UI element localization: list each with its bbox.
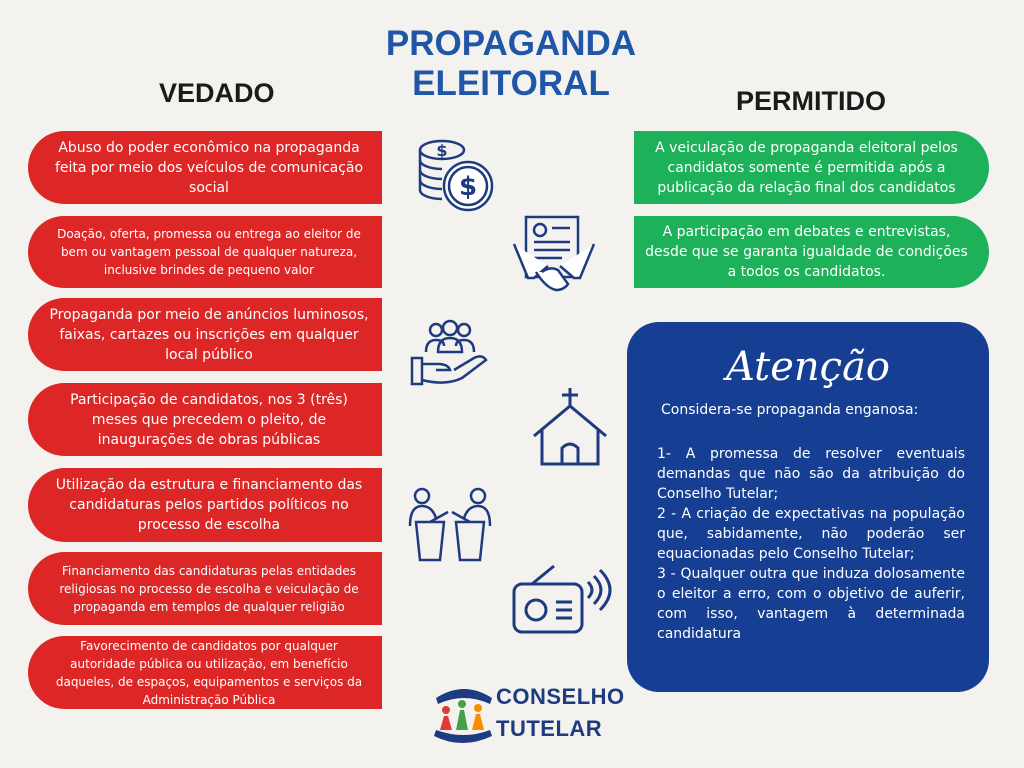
vedado-item-1: Abuso do poder econômico na propaganda feita por meio dos veículos de comunicação social: [28, 131, 382, 204]
money-coins-icon: [412, 138, 496, 214]
atencao-intro: Considera-se propaganda enganosa:: [661, 402, 919, 418]
svg-text:$: $: [436, 141, 448, 160]
atencao-title: Atenção: [725, 344, 891, 390]
atencao-item-2: 2 - A criação de expectativas na população que, sabidamente, não poderão ser equacionadas pelo Conselho Tutelar;: [657, 506, 965, 562]
podium-debate-icon: [404, 486, 496, 562]
permitido-item-2: A participação em debates e entrevistas, desde que se garanta igualdade de condições a todos os candidatos.: [634, 216, 989, 288]
atencao-box: [627, 322, 989, 692]
vedado-item-3: Propaganda por meio de anúncios luminosos, faixas, cartazes ou inscrições em qualquer local público: [28, 298, 382, 371]
atencao-list: [657, 444, 965, 644]
title-line-2: ELEITORAL: [412, 64, 610, 103]
vedado-heading: VEDADO: [159, 78, 275, 108]
logo-text-line-2: TUTELAR: [496, 716, 603, 741]
permitido-item-1: A veiculação de propaganda eleitoral pelos candidatos somente é permitida após a publicação da relação final dos candidatos: [634, 131, 989, 204]
radio-icon: [510, 558, 614, 638]
svg-text:$: $: [458, 172, 478, 202]
vedado-item-4: Participação de candidatos, nos 3 (três) meses que precedem o pleito, de inaugurações de obras públicas: [28, 383, 382, 456]
vedado-item-7: Favorecimento de candidatos por qualquer autoridade pública ou utilização, em benefício daqueles, de espaços, equipamentos e serviços da Administração Pública: [28, 636, 382, 709]
page-title: [330, 24, 692, 104]
permitido-heading: PERMITIDO: [736, 86, 887, 116]
title-line-1: PROPAGANDA: [385, 24, 637, 63]
vedado-item-6: Financiamento das candidaturas pelas entidades religiosas no processo de escolha e veiculação de propaganda em templos de qualquer religião: [28, 552, 382, 625]
vedado-item-2: Doação, oferta, promessa ou entrega ao eleitor de bem ou vantagem pessoal de qualquer natureza, inclusive brindes de pequeno valor: [28, 216, 382, 288]
atencao-item-3: 3 - Qualquer outra que induza dolosamente o eleitor a erro, com o objetivo de auferir, com isso, vantagem à determinada candidatura: [657, 566, 965, 642]
conselho-tutelar-logo-icon: [430, 680, 496, 746]
hand-people-icon: [410, 318, 490, 388]
logo-text-line-1: CONSELHO: [496, 684, 625, 709]
handshake-contract-icon: [512, 214, 596, 298]
church-icon: [530, 386, 610, 466]
atencao-item-1: 1- A promessa de resolver eventuais demandas que não são da atribuição do Conselho Tutelar;: [657, 446, 965, 502]
vedado-item-5: Utilização da estrutura e financiamento das candidaturas pelos partidos políticos no processo de escolha: [28, 468, 382, 542]
